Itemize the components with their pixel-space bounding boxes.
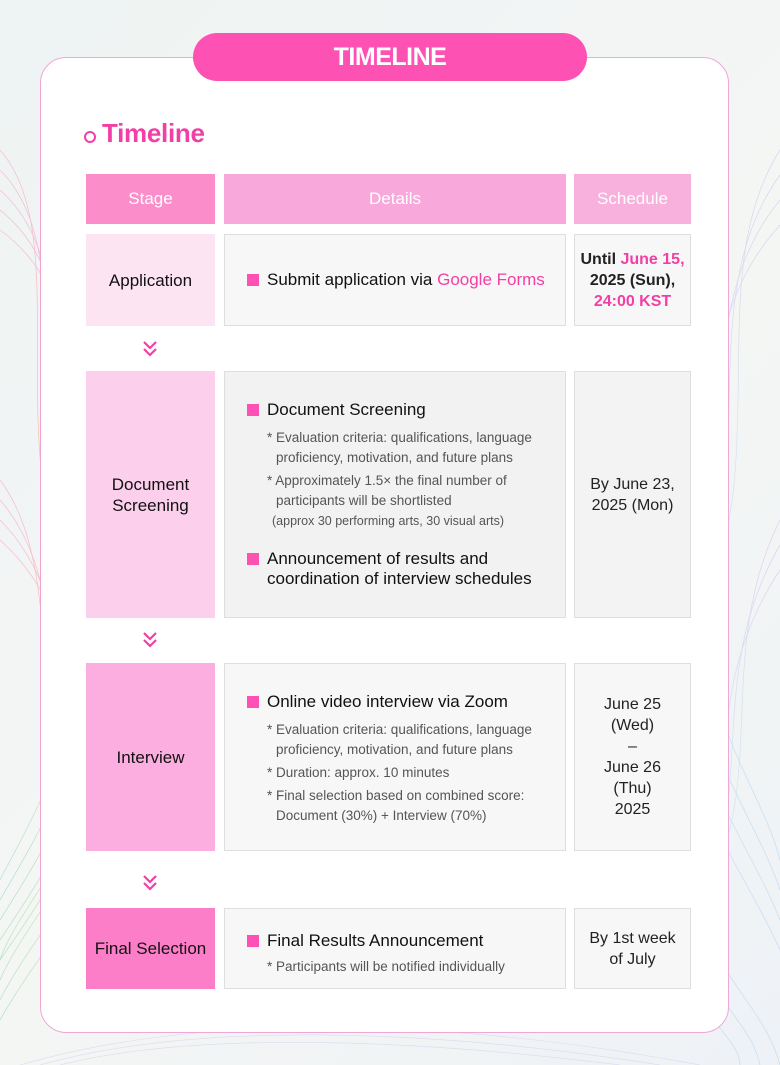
document-note-2-line1: * Approximately 1.5× the final number of <box>267 473 507 488</box>
stage-final-label: Final Selection <box>94 939 207 958</box>
final-bullet-1-text: Final Results Announcement <box>267 931 484 950</box>
document-note-1 <box>267 428 532 468</box>
interview-sched-line1: June 25 <box>604 696 661 713</box>
interview-sched-line5: 2025 <box>614 801 651 818</box>
interview-sched-line2: (Wed) <box>610 717 655 734</box>
stage-document-line2: Screening <box>112 495 189 515</box>
timeline-banner: TIMELINE <box>193 33 587 81</box>
interview-note-1 <box>267 720 532 760</box>
document-bullet-2-line2: coordination of interview schedules <box>267 569 532 588</box>
section-title <box>84 118 205 149</box>
application-detail-prefix: Submit application via <box>267 270 438 289</box>
document-sched-line2: 2025 (Mon) <box>591 496 674 514</box>
schedule-application <box>574 234 691 326</box>
stage-document-screening <box>86 371 215 618</box>
document-note-1-line1: * Evaluation criteria: qualifications, language <box>267 430 532 445</box>
interview-bullet-1 <box>247 692 508 712</box>
document-bullet-2 <box>247 549 532 589</box>
details-final-selection <box>224 908 566 989</box>
chevron-down-icon <box>142 874 158 892</box>
ring-bullet-icon <box>84 131 96 143</box>
final-sched-line2: of July <box>609 950 656 968</box>
details-document-screening <box>224 371 566 618</box>
interview-sched-dash: – <box>628 738 637 755</box>
interview-note-1-line2: proficiency, motivation, and future plans <box>276 742 513 757</box>
square-bullet-icon <box>247 274 259 286</box>
interview-note-3 <box>267 786 524 826</box>
square-bullet-icon <box>247 404 259 416</box>
square-bullet-icon <box>247 553 259 565</box>
header-stage: Stage <box>86 174 215 224</box>
chevron-down-icon <box>142 631 158 649</box>
interview-note-2: * Duration: approx. 10 minutes <box>267 765 450 780</box>
application-detail-text <box>267 270 545 290</box>
stage-document-line1: Document <box>111 474 190 494</box>
interview-bullet-1-text: Online video interview via Zoom <box>267 692 508 711</box>
document-note-2 <box>267 471 507 531</box>
sched-deadline-date: June 15, <box>620 250 685 268</box>
stage-final-selection <box>86 908 215 989</box>
google-forms-link[interactable]: Google Forms <box>437 270 545 289</box>
sched-until-text: Until <box>580 250 621 268</box>
header-details: Details <box>224 174 566 224</box>
interview-sched-line3: June 26 <box>604 759 661 776</box>
details-application <box>224 234 566 326</box>
document-note-1-line2: proficiency, motivation, and future plans <box>276 450 513 465</box>
details-interview <box>224 663 566 851</box>
document-bullet-1-text: Document Screening <box>267 400 426 419</box>
header-schedule: Schedule <box>574 174 691 224</box>
stage-interview <box>86 663 215 851</box>
section-title-text: Timeline <box>102 118 205 148</box>
interview-sched-line4: (Thu) <box>613 780 652 797</box>
stage-application-label: Application <box>108 270 193 290</box>
document-bullet-2-line1: Announcement of results and <box>267 549 489 568</box>
document-bullet-1 <box>247 400 426 420</box>
interview-note-1-line1: * Evaluation criteria: qualifications, language <box>267 722 532 737</box>
interview-note-3-line2: Document (30%) + Interview (70%) <box>276 808 487 823</box>
schedule-interview <box>574 663 691 851</box>
document-sched-line1: By June 23, <box>590 475 675 493</box>
application-sched-line1 <box>580 249 684 270</box>
document-note-2-line2: participants will be shortlisted <box>276 493 452 508</box>
application-bullet <box>247 270 545 290</box>
application-sched-time: 24:00 KST <box>593 292 672 310</box>
interview-note-3-line1: * Final selection based on combined score: <box>267 788 525 803</box>
square-bullet-icon <box>247 935 259 947</box>
final-note-1: * Participants will be notified individually <box>267 959 505 974</box>
chevron-down-icon <box>142 340 158 358</box>
schedule-final-selection <box>574 908 691 989</box>
final-bullet-1 <box>247 931 483 951</box>
document-note-2-line3: (approx 30 performing arts, 30 visual arts) <box>272 514 505 528</box>
stage-application <box>86 234 215 326</box>
application-sched-line2: 2025 (Sun), <box>589 271 676 289</box>
final-sched-line1: By 1st week <box>589 929 676 947</box>
square-bullet-icon <box>247 696 259 708</box>
document-bullet-2-text <box>267 549 532 589</box>
stage-interview-label: Interview <box>116 747 185 767</box>
schedule-document-screening <box>574 371 691 618</box>
